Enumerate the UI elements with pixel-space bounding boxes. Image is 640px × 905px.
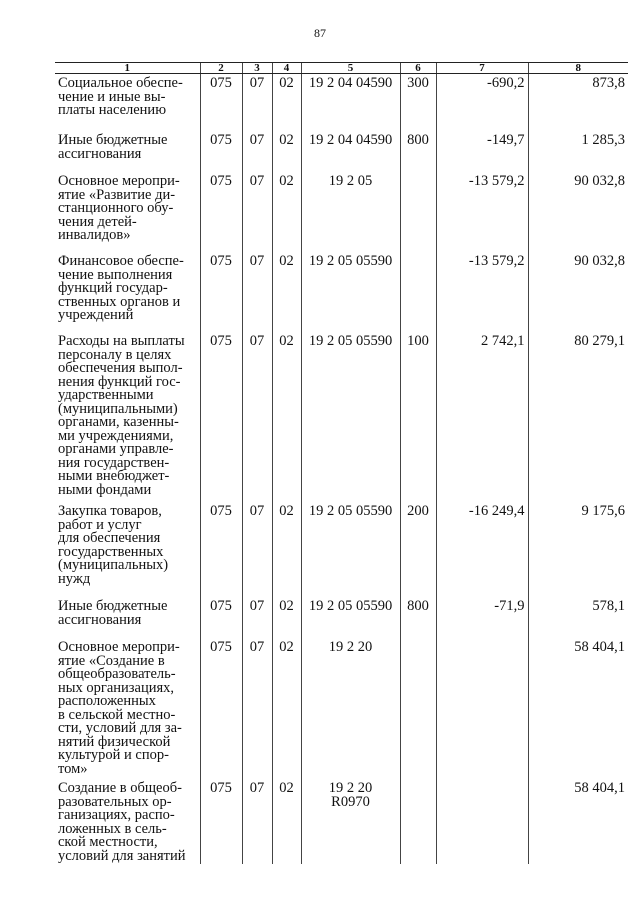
ministry-code: 075 [200,172,242,252]
subsection-code: 02 [272,74,301,132]
name-line: ми учреждениями, [58,427,174,444]
table-row [55,502,628,597]
section-code: 07 [242,597,272,638]
name-line: ассигнования [58,611,142,628]
subsection-code: 02 [272,131,301,172]
target-code-line: 19 2 05 05590 [308,598,393,614]
total-amount: 1 285,3 [528,131,628,172]
row-name [55,172,200,252]
subsection-code: 02 [272,779,301,864]
target-code [301,131,400,172]
name-line: (муниципальных) [58,557,169,573]
target-code [301,252,400,332]
name-line: в сельской местно- [58,706,176,723]
section-code: 07 [242,332,272,502]
ministry-code: 075 [200,332,242,502]
budget-table [55,62,628,864]
column-header-2: 2 [200,63,242,74]
name-line: Основное меропри- [58,639,180,655]
change-amount [436,779,528,864]
name-line: расположенных [58,693,156,709]
name-line: ными внебюджет- [58,468,170,484]
row-name [55,252,200,332]
expense-type-code: 800 [400,597,436,638]
table-row [55,172,628,252]
name-line: ными фондами [58,481,152,498]
name-line: Закупка товаров, [58,503,162,519]
change-amount: -71,9 [436,597,528,638]
change-amount: -13 579,2 [436,252,528,332]
column-header-1: 1 [55,63,200,74]
total-amount: 90 032,8 [528,252,628,332]
total-amount: 9 175,6 [528,502,628,597]
name-line: органами управле- [58,441,174,457]
name-line: функций государ- [58,280,168,296]
target-code-line: 19 2 20 [328,780,373,796]
row-name [55,779,200,864]
target-code-line: 19 2 04 04590 [308,75,393,91]
name-line: Иные бюджетные [58,598,168,614]
name-line: работ и услуг [58,516,142,533]
name-line: обеспечения выпол- [58,360,183,376]
name-line: нужд [58,570,91,587]
name-line: станционного обу- [58,200,174,216]
subsection-code: 02 [272,638,301,779]
table-row [55,252,628,332]
name-line: Расходы на выплаты [58,333,185,349]
name-line: условий для занятий [58,847,186,864]
total-amount: 80 279,1 [528,332,628,502]
name-line: культурой и спор- [58,747,169,763]
section-code: 07 [242,252,272,332]
section-code: 07 [242,638,272,779]
subsection-code: 02 [272,252,301,332]
subsection-code: 02 [272,597,301,638]
target-code-line: 19 2 05 05590 [308,333,393,349]
section-code: 07 [242,172,272,252]
target-code-line: R0970 [331,793,370,810]
name-line: чение и иные вы- [58,88,166,105]
name-line: ных организациях, [58,679,175,696]
name-line: для обеспечения [58,530,161,546]
change-amount [436,638,528,779]
subsection-code: 02 [272,172,301,252]
row-name [55,597,200,638]
name-line: платы населению [58,102,167,118]
name-line: том» [58,760,88,777]
change-amount: -16 249,4 [436,502,528,597]
ministry-code: 075 [200,597,242,638]
section-code: 07 [242,74,272,132]
target-code-line: 19 2 05 05590 [308,503,393,519]
name-line: ятие «Развитие ди- [58,186,176,203]
name-line: разовательных ор- [58,793,172,810]
name-line: Социальное обеспе- [58,75,183,91]
change-amount: -149,7 [436,131,528,172]
name-line: ской местности, [58,834,158,850]
page-number: 87 [314,26,326,40]
row-name [55,332,200,502]
row-name [55,74,200,132]
expense-type-code [400,252,436,332]
change-amount: 2 742,1 [436,332,528,502]
target-code [301,172,400,252]
ministry-code: 075 [200,131,242,172]
expense-type-code: 200 [400,502,436,597]
expense-type-code: 300 [400,74,436,132]
table-row [55,74,628,132]
subsection-code: 02 [272,332,301,502]
row-name [55,502,200,597]
section-code: 07 [242,131,272,172]
column-header-6: 6 [400,63,436,74]
name-line: ударственными [58,387,154,403]
table-row [55,638,628,779]
section-code: 07 [242,779,272,864]
expense-type-code: 100 [400,332,436,502]
target-code-line: 19 2 20 [328,639,373,655]
column-header-8: 8 [528,63,628,74]
column-header-5: 5 [301,63,400,74]
target-code [301,74,400,132]
name-line: учреждений [58,307,134,323]
ministry-code: 075 [200,779,242,864]
target-code-line: 19 2 05 05590 [308,253,393,269]
name-line: Создание в общеоб- [58,780,182,796]
name-line: чение выполнения [58,266,173,283]
name-line: ятие «Создание в [58,652,165,669]
name-line: ганизациях, распо- [58,807,175,823]
name-line: (муниципальными) [58,400,178,417]
name-line: Основное меропри- [58,173,180,189]
section-code: 07 [242,502,272,597]
name-line: государственных [58,543,164,560]
target-code [301,597,400,638]
name-line: персоналу в целях [58,346,172,363]
total-amount: 90 032,8 [528,172,628,252]
name-line: нения функций гос- [58,373,181,390]
name-line: органами, казенны- [58,414,179,430]
table-row [55,332,628,502]
target-code [301,332,400,502]
change-amount: -690,2 [436,74,528,132]
header-row [55,63,628,74]
expense-type-code [400,172,436,252]
name-line: нятий физической [58,733,171,750]
row-name [55,638,200,779]
name-line: ассигнования [58,145,142,162]
column-header-7: 7 [436,63,528,74]
name-line: ложенных в сель- [58,820,167,837]
table-row [55,597,628,638]
expense-type-code: 800 [400,131,436,172]
column-header-3: 3 [242,63,272,74]
name-line: чения детей- [58,213,137,230]
column-header-4: 4 [272,63,301,74]
table-row [55,779,628,864]
total-amount: 58 404,1 [528,779,628,864]
name-line: Финансовое обеспе- [58,253,184,269]
name-line: ния государствен- [58,454,170,471]
subsection-code: 02 [272,502,301,597]
expense-type-code [400,779,436,864]
total-amount: 578,1 [528,597,628,638]
change-amount: -13 579,2 [436,172,528,252]
ministry-code: 075 [200,252,242,332]
name-line: Иные бюджетные [58,132,168,148]
target-code-line: 19 2 04 04590 [308,132,393,148]
target-code-line: 19 2 05 [328,173,373,189]
name-line: инвалидов» [58,227,131,243]
ministry-code: 075 [200,502,242,597]
target-code [301,779,400,864]
total-amount: 873,8 [528,74,628,132]
row-name [55,131,200,172]
table-row [55,131,628,172]
expense-type-code [400,638,436,779]
name-line: сти, условий для за- [58,720,182,736]
ministry-code: 075 [200,74,242,132]
ministry-code: 075 [200,638,242,779]
name-line: общеобразователь- [58,666,176,682]
target-code [301,502,400,597]
total-amount: 58 404,1 [528,638,628,779]
name-line: ственных органов и [58,293,181,310]
target-code [301,638,400,779]
